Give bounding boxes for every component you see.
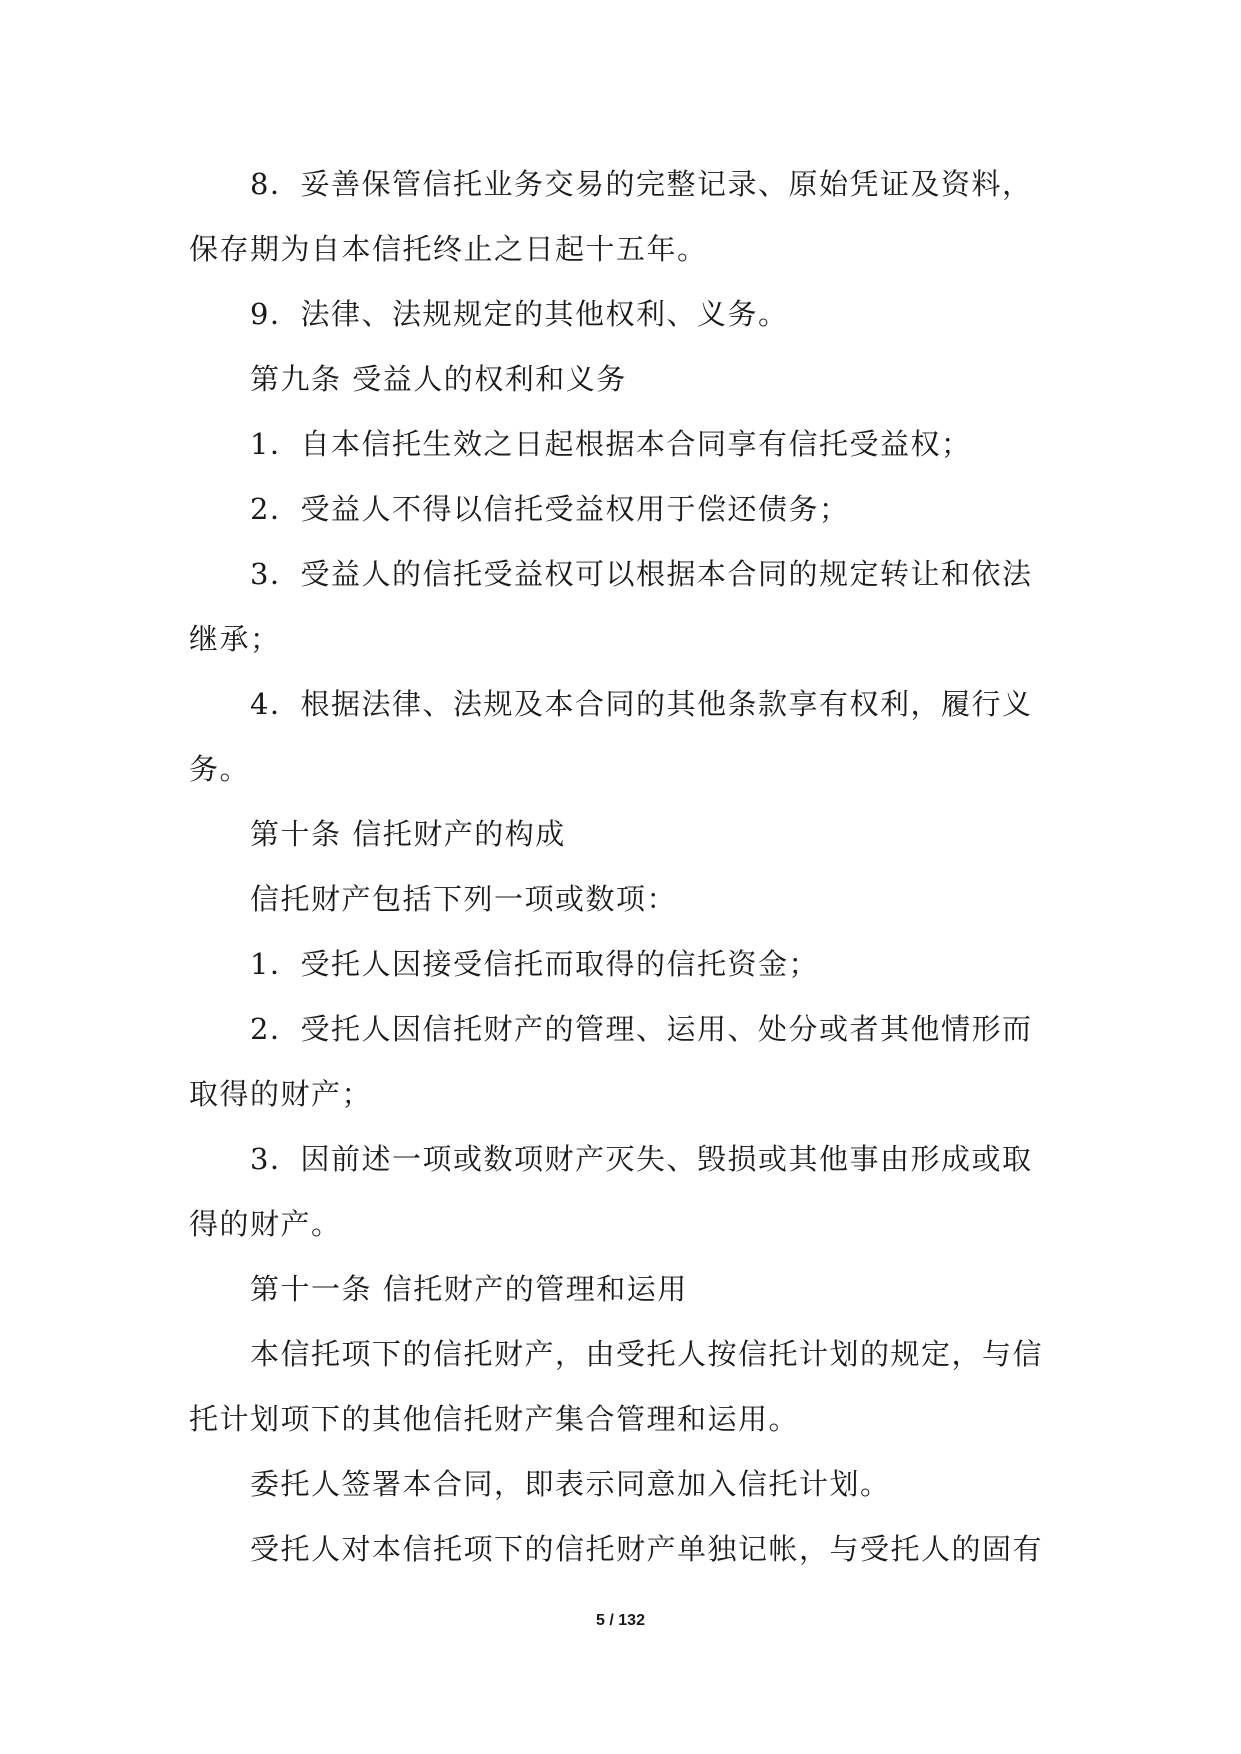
document-body: [189, 152, 1059, 1582]
paragraph-line: 4．根据法律、法规及本合同的其他条款享有权利，履行义: [250, 687, 1033, 721]
paragraph-line: 取得的财产；: [189, 1077, 373, 1111]
paragraph-line: 3．受益人的信托受益权可以根据本合同的规定转让和依法: [250, 557, 1033, 591]
paragraph-line: 3．因前述一项或数项财产灭失、毁损或其他事由形成或取: [250, 1142, 1033, 1176]
article-heading: 第十一条 信托财产的管理和运用: [250, 1272, 688, 1306]
paragraph-line: 继承；: [189, 622, 281, 656]
paragraph-line: 得的财产。: [189, 1207, 342, 1241]
paragraph-line: 信托财产包括下列一项或数项：: [250, 882, 678, 916]
paragraph-line: 9．法律、法规规定的其他权利、义务。: [250, 297, 789, 331]
article-heading: 第九条 受益人的权利和义务: [250, 362, 627, 396]
paragraph-line: 2．受益人不得以信托受益权用于偿还债务；: [250, 492, 850, 526]
paragraph-line: 保存期为自本信托终止之日起十五年。: [189, 232, 708, 266]
paragraph-line: 2．受托人因信托财产的管理、运用、处分或者其他情形而: [250, 1012, 1033, 1046]
paragraph-line: 委托人签署本合同，即表示同意加入信托计划。: [250, 1467, 891, 1501]
article-heading: 第十条 信托财产的构成: [250, 817, 566, 851]
paragraph-line: 1．受托人因接受信托而取得的信托资金；: [250, 947, 819, 981]
paragraph-line: 1．自本信托生效之日起根据本合同享有信托受益权；: [250, 427, 972, 461]
paragraph-line: 本信托项下的信托财产，由受托人按信托计划的规定，与信: [250, 1337, 1044, 1371]
paragraph-line: 受托人对本信托项下的信托财产单独记帐，与受托人的固有: [250, 1532, 1044, 1566]
paragraph-line: 托计划项下的其他信托财产集合管理和运用。: [189, 1402, 800, 1436]
paragraph-line: 8．妥善保管信托业务交易的完整记录、原始凭证及资料，: [250, 167, 1033, 201]
paragraph-line: 务。: [189, 752, 251, 786]
page-number: 5 / 132: [596, 1612, 645, 1629]
